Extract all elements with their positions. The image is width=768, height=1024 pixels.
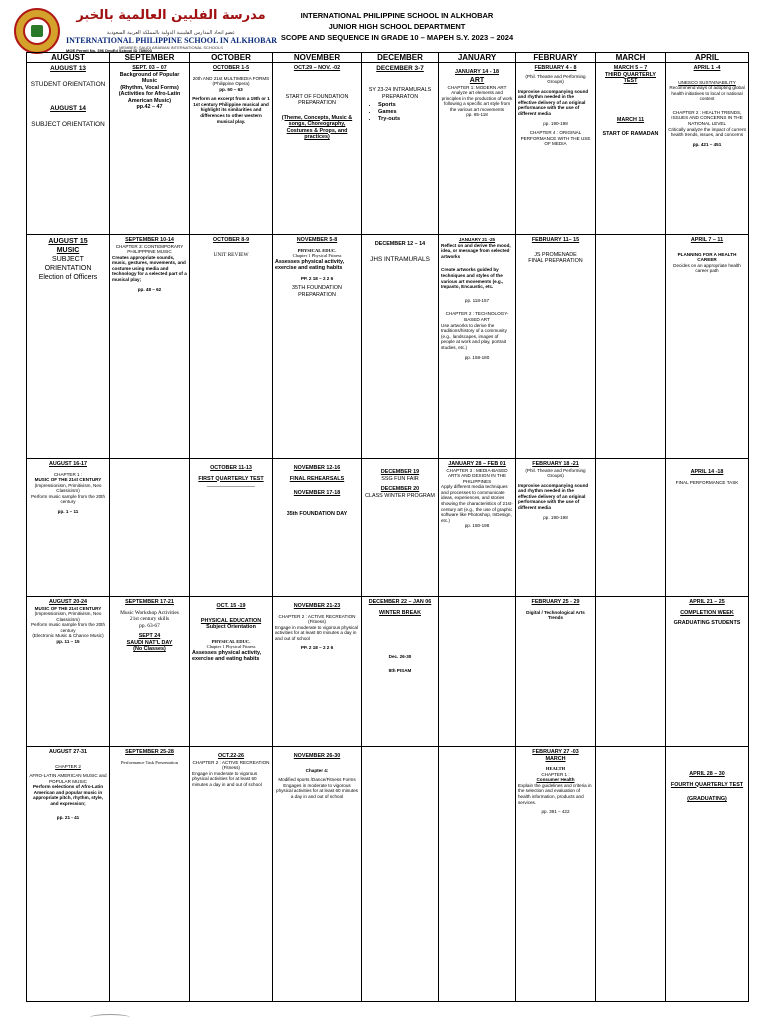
cell-mar-1 — [596, 63, 666, 235]
scope-sequence-table — [26, 52, 749, 1002]
cell-aug-1 — [27, 63, 110, 235]
week-row-3 — [27, 459, 749, 597]
cell-oct-1 — [190, 63, 273, 235]
cell-competency: Critically analyze the impact of current health trends, issues, and concerns — [668, 126, 746, 138]
cell-apr-1 — [666, 63, 749, 235]
cell-pages: pp. 421 – 451 — [692, 141, 722, 147]
activity-list — [364, 102, 436, 123]
cell-date: APRIL 14 -18 — [690, 469, 724, 475]
cell-pages: pp. 85-118 — [466, 112, 488, 118]
cell-topic: (Theme, Concepts, Music & songs, Choreography, Costumes & Props, and practices) — [281, 114, 353, 140]
cell-topic: Music Workshop Activities — [120, 609, 179, 616]
header-line-2: JUNIOR HIGH SCHOOL DEPARTMENT — [328, 22, 466, 31]
month-header: SEPTEMBER — [110, 53, 190, 63]
cell-nov-1 — [273, 63, 362, 235]
cell-date: FEBRUARY 18 -21 — [532, 461, 579, 467]
cell-nov-3 — [273, 459, 362, 597]
permit-line: MOE Permit No. 396 DepEd School ID 789003 — [66, 48, 152, 53]
cell-topic: START OF FOUNDATION PREPARATION — [285, 93, 349, 106]
cell-mar-4 — [596, 597, 666, 747]
cell-note: (Phil. Theatre and Performing Groups) — [525, 467, 586, 479]
cell-topic: SY 23-24 INTRAMURALS PREPARATON — [368, 87, 432, 100]
cell-topic: Subject Orientation — [206, 624, 256, 630]
cell-jan-5 — [439, 747, 516, 1002]
cell-competency: Perform music sample from the 20th century — [30, 622, 106, 633]
cell-note: (Fitness) — [222, 765, 240, 771]
cell-apr-5 — [666, 747, 749, 1002]
cell-date: NOVEMBER 21-23 — [293, 603, 341, 609]
cell-pages: pp. 180-198 — [464, 523, 490, 529]
cell-topic: FINAL REHEARSALS — [289, 475, 345, 482]
cell-competency: Recommend ways of adopting global health initiatives to local or national context — [669, 85, 745, 102]
cell-topic: Consumer Health — [536, 777, 575, 783]
cell-pages: pp.42 – 47 — [136, 104, 163, 110]
cell-competency: Assesses physical activity, exercise and eating habits — [192, 649, 262, 663]
cell-apr-3 — [666, 459, 749, 597]
cell-pages: pp. 118-157 — [464, 297, 490, 303]
cell-date: Dec. 26-30 — [388, 654, 412, 659]
cell-feb-3 — [516, 459, 596, 597]
cell-pages: pp. 190-198 — [543, 120, 568, 126]
cell-feb-1 — [516, 63, 596, 235]
cell-topic: UNIT REVIEW — [213, 251, 249, 258]
cell-pages: pp. 158-180 — [464, 354, 490, 360]
cell-date: DECEMBER 22 – JAN 06 — [368, 599, 432, 605]
cell-date: SEPTEMBER 25-28 — [125, 749, 174, 755]
cell-date: NOVEMBER 5-8 — [296, 237, 338, 243]
cell-date: OCT.22-26 — [217, 753, 245, 759]
month-header: MARCH — [596, 53, 666, 63]
week-row-4 — [27, 597, 749, 747]
cell-note: (Phil. Theatre and Performing Groups) — [525, 73, 586, 85]
cell-mar-2 — [596, 235, 666, 459]
cell-topic: FINAL PERFORMANCE TASK — [675, 479, 739, 485]
cell-date: OCTOBER 11-13 — [210, 465, 252, 471]
cell-topic: MUSIC OF THE 21st CENTURY — [34, 477, 102, 483]
cell-pages: pp. 391 – 422 — [541, 809, 570, 815]
cell-nov-2 — [273, 235, 362, 459]
cell-apr-4 — [666, 597, 749, 747]
list-item: • Try-outs — [378, 116, 436, 123]
cell-date: JANUARY 28 – FEB 01 — [448, 461, 506, 467]
cell-date: NOVEMBER 26-30 — [293, 753, 341, 759]
cell-sep-2 — [110, 235, 190, 459]
cell-competency: Engage in moderate to vigorous physical activities for at least 60 minutes a day in and out of school — [192, 770, 262, 787]
cell-date: FEBRUARY 11– 15 — [531, 237, 580, 243]
cell-pages: pp. 1 – 11 — [57, 509, 79, 515]
cell-chapter: CHAPTER 2 : HEALTH TRENDS, ISSUES AND CONCERNS IN THE NATIONAL LEVEL — [671, 109, 743, 127]
cell-aug-4 — [27, 597, 110, 747]
cell-date: AUGUST 27-31 — [48, 749, 88, 755]
cell-competency: Perform an excerpt from a 19th or 1 1st century Philippine musical and highlight its similarities and differences to other western musical play. — [192, 96, 270, 124]
cell-competency: Explain the guidelines and criteria in the selection and evaluation of health information, products and services. — [518, 782, 592, 805]
cell-date: AUGUST 13 — [50, 65, 86, 72]
cell-aug-5 — [27, 747, 110, 1002]
month-header: FEBRUARY — [516, 53, 596, 63]
month-header: APRIL — [666, 53, 749, 63]
cell-competency: Perform music sample from the 20th century — [30, 493, 106, 505]
cell-pages: pp. 48 – 62 — [137, 286, 162, 292]
cell-chapter: Chapter 1 Physical Fitness — [292, 253, 342, 259]
cell-topic: GRADUATING STUDENTS — [673, 620, 741, 626]
cell-chapter: CHAPTER 1 : — [53, 471, 83, 477]
cell-date: APRIL 28 – 30 — [689, 771, 725, 777]
cell-pages: PP. 2 18 – 2 2 6 — [300, 275, 334, 281]
cell-dec-1 — [362, 63, 439, 235]
cell-topic: AFRO-LATIN AMERICAN MUSIC and POPULAR MUSIC — [29, 773, 107, 784]
cell-date: FEBRUARY 4 - 8 — [534, 65, 577, 71]
cell-chapter: CHAPTER 2 — [55, 763, 81, 769]
cell-topic: 20th AND 21st MULTIMEDIA FORMS — [192, 75, 270, 81]
cell-jan-2 — [439, 235, 516, 459]
cell-date: MARCH 11 — [616, 116, 645, 123]
list-item: • Sports — [378, 102, 436, 109]
cell-sep-3 — [110, 459, 190, 597]
cell-dec-3 — [362, 459, 439, 597]
cell-dec-4 — [362, 597, 439, 747]
cell-topic: UNESCO SUSTAINABILITY — [678, 79, 736, 85]
cell-date: SEPT. 03 – 07 — [132, 65, 167, 71]
cell-feb-5 — [516, 747, 596, 1002]
cell-divider: ________________ — [207, 482, 255, 488]
cell-sep-5 — [110, 747, 190, 1002]
cell-subject: PHYSICAL EDUC. — [297, 247, 337, 253]
cell-oct-2 — [190, 235, 273, 459]
cell-date: AUGUST 20-24 — [48, 599, 88, 605]
cell-jan-4 — [439, 597, 516, 747]
cell-topic: FOURTH QUARTERLY TEST — [670, 781, 744, 788]
week-row-1 — [27, 63, 749, 235]
school-subtitle-arabic: عضو اتحاد المدارس الفلبينية الدولية بالمملكة العربية السعودية — [106, 30, 236, 36]
cell-topic: 35th FOUNDATION DAY — [286, 510, 348, 517]
cell-competency: Improvise accompanying sound and rhythm needed in the effective delivery of an original performance with the use of different media — [518, 482, 589, 511]
cell-topic: JS PROMENADE — [534, 251, 577, 258]
school-membership: MEMBER: SAUDI ARABIAN INTERNATIONAL SCHOOLS — [119, 45, 223, 50]
cell-date: APRIL 21 – 25 — [689, 599, 725, 605]
document-header — [232, 10, 562, 43]
cell-subject: MUSIC — [56, 247, 80, 254]
cell-chapter: CHAPTER 2 : ACTIVE RECREATION — [278, 613, 356, 619]
cell-date: NOVEMBER 12-16 — [293, 465, 341, 471]
cell-date: AUGUST 14 — [50, 105, 86, 112]
cell-competency: Engages in moderate to vigorous physical activities for at least 60 minutes a day in and out of school — [276, 782, 358, 799]
cell-topic: (Rhythm, Vocal Forms) — [120, 84, 179, 91]
cell-jan-3 — [439, 459, 516, 597]
cell-oct-4 — [190, 597, 273, 747]
cell-topic: CLASS WINTER PROGRAM — [365, 492, 435, 499]
month-header: DECEMBER — [362, 53, 439, 63]
cell-topic: JHS INTRAMURALS — [370, 255, 430, 263]
cell-mar-3 — [596, 459, 666, 597]
cell-competency: Use artworks to derive the traditions/history of a community (e.g., landscapes, images of people at work and play, portrait studies, etc.) — [441, 322, 507, 350]
cell-chapter: CHAPTER 3: CONTEMPORARY PHILIPPPINE MUSIC — [115, 243, 184, 255]
cell-topic: Digital / Technological Arts Trends — [526, 609, 585, 621]
cell-chapter: Chapter 4: — [305, 767, 329, 773]
cell-date: SEPT 24 — [138, 633, 161, 639]
cell-chapter: CHAPTER 2 : TECHNOLOGY-BASED ART — [445, 311, 509, 322]
cell-date: MARCH 5 – 7 — [613, 65, 648, 71]
cell-competency: Reflect on and derive the mood, idea, or message from selected artworks — [441, 242, 511, 259]
cell-pages: PP. 2 18 – 2 2 6 — [300, 645, 334, 651]
school-name-english: INTERNATIONAL PHILIPPINE SCHOOL IN ALKHOBAR — [66, 36, 278, 45]
cell-date: DECEMBER 19 — [380, 469, 420, 475]
cell-topic: 21st century skills — [129, 616, 170, 622]
cell-topic: SUBJECT ORIENTATION — [44, 256, 92, 272]
cell-subject: PHYSICAL EDUCATION — [200, 617, 262, 624]
cell-chapter: CHAPTER 1 : — [541, 771, 570, 777]
cell-sep-1 — [110, 63, 190, 235]
cell-date: DECEMBER 3-7 — [376, 65, 424, 72]
cell-date: OCTOBER 8-9 — [212, 237, 250, 243]
cell-note: (GRADUATING) — [687, 796, 727, 802]
cell-chapter: CHAPTER 3 : MEDIA-BASED ARTS AND DESIGN IN THE PHILIPPINES — [446, 467, 508, 484]
cell-date: OCT.29 – NOV. -02 — [293, 65, 341, 71]
cell-topic: THIRD QUARTERLY TEST — [604, 71, 656, 84]
cell-chapter: CHAPTER 1: MODERN ART — [447, 84, 507, 90]
cell-note: (Impressionism, Primitivism, Neo Classicism) — [34, 611, 102, 622]
cell-topic: SAUDI NAT'L DAY — [126, 639, 173, 646]
cell-competency: Assesses physical activity, exercise and eating habits — [275, 258, 345, 272]
cell-mar-5 — [596, 747, 666, 1002]
cell-topic: STUDENT ORIENTATION — [30, 81, 106, 88]
cell-topic: Background of Popular Music — [119, 71, 180, 84]
cell-dec-2 — [362, 235, 439, 459]
header-line-3: SCOPE AND SEQUENCE IN GRADE 10 – MAPEH S.Y. 2023 – 2024 — [280, 33, 514, 42]
cell-date: AUGUST 15 — [48, 238, 88, 245]
cell-topic: COMPLETION WEEK — [680, 609, 734, 616]
cell-nov-4 — [273, 597, 362, 747]
cell-topic: (Philippine Opera) — [212, 81, 250, 87]
cell-topic: Election of Officers — [38, 274, 98, 281]
cell-topic: 8th PISAM — [388, 667, 412, 673]
cell-pages: pp. 11 – 15 — [56, 639, 80, 645]
footer-scribble — [90, 1014, 130, 1021]
cell-date: AUGUST 16-17 — [48, 461, 88, 467]
cell-date: APRIL 7 – 11 — [690, 237, 724, 243]
cell-aug-3 — [27, 459, 110, 597]
cell-topic: FIRST QUARTERLY TEST — [198, 475, 264, 482]
school-name-arabic: مدرسة الفلبين العالمية بالخبر — [76, 8, 266, 23]
cell-date: DECEMBER 12 – 14 — [374, 241, 426, 247]
cell-chapter: CHAPTER 4 : ORIGINAL PERFORMANCE WITH THE USE OF MEDIA — [520, 130, 591, 147]
cell-competency: Improvise accompanying sound and rhythm needed in the effective delivery of an original performance with the use of different media — [518, 88, 589, 117]
cell-note: (Electronic Music & Chance Music) — [32, 633, 104, 639]
cell-topic: PLANNING FOR A HEALTH CAREER — [677, 251, 737, 263]
cell-subject: HEALTH — [545, 766, 566, 771]
cell-date: APRIL 1 -4 — [693, 65, 721, 71]
cell-chapter: CHAPTER 2 : ACTIVE RECREATION — [192, 759, 270, 765]
cell-topic: SSG FUN FAIR — [381, 475, 419, 482]
cell-topic: MUSIC OF THE 21st CENTURY — [34, 605, 102, 611]
cell-pages: pp. 63-67 — [139, 622, 160, 629]
cell-jan-1 — [439, 63, 516, 235]
cell-topic: Performance Task Presentation — [121, 759, 178, 765]
cell-competency: Perform selections of Afro-Latin American and popular music in appropriate pitch, rhythm, style, and expression; — [32, 784, 104, 807]
cell-date: OCT. 15 -19 — [216, 603, 246, 609]
cell-chapter: Chapter 1 Physical Fitness — [206, 644, 256, 650]
cell-subject: ART — [469, 76, 485, 84]
cell-date: FEBRUARY 25 - 29 — [531, 599, 580, 605]
cell-pages: pp. 60 – 63 — [219, 86, 243, 92]
cell-date: FEBRUARY 27 -03 — [532, 749, 579, 755]
cell-competency: Decides on an appropriate health career path — [673, 262, 741, 274]
cell-note: (Impressionism, Primitivism, Neo Classicism) — [34, 482, 102, 494]
month-header: JANUARY — [439, 53, 516, 63]
cell-sep-4 — [110, 597, 190, 747]
cell-topic: (Activities for Afro-Latin American Music) — [118, 91, 181, 104]
cell-date: MARCH — [545, 755, 566, 762]
cell-topic: FINAL PREPARATION — [528, 258, 583, 264]
cell-competency: Create artworks guided by techniques and styles of the various art movements (e.g., Impasto, Encaustic, etc. — [441, 267, 504, 290]
month-header-row — [27, 53, 749, 63]
cell-competency: Apply different media techniques and processes to communicate ideas, experiences, and stories showing the characteristics of 21st-century art (e.g., the use of graphic software like Photoshop, InDesign, etc.) — [441, 484, 513, 523]
cell-dec-5 — [362, 747, 439, 1002]
cell-competency: Creates appropriate sounds, music, gestures, movements, and costume using media and technology for a selected part of a musical play; — [112, 254, 187, 283]
cell-date: SEPTEMBER 10-14 — [125, 237, 174, 243]
cell-oct-3 — [190, 459, 273, 597]
cell-topic: START OF RAMADAN — [602, 131, 659, 137]
cell-subject: PHYSICAL EDUC. — [211, 638, 251, 644]
week-row-2 — [27, 235, 749, 459]
cell-date: JANUARY 14 - 18 — [454, 69, 500, 75]
week-row-5 — [27, 747, 749, 1002]
cell-topic: WINTER BREAK — [379, 609, 421, 616]
school-logo — [14, 8, 60, 54]
cell-pages: pp. 21 - 41 — [56, 814, 80, 820]
cell-date: SEPTEMBER 17-21 — [125, 599, 174, 605]
cell-feb-2 — [516, 235, 596, 459]
cell-note: (Fitness) — [308, 619, 326, 625]
cell-date: NOVEMBER 17-18 — [293, 490, 341, 496]
cell-competency: Analyze art elements and principles in the production of work following a specific art style from the various art movements — [441, 90, 513, 112]
month-header: AUGUST — [27, 53, 110, 63]
cell-apr-2 — [666, 235, 749, 459]
cell-date: OCTOBER 1-5 — [212, 65, 250, 71]
month-header: NOVEMBER — [273, 53, 362, 63]
cell-topic: Modified sports /Dance/Fitness Forms — [278, 777, 356, 783]
header-line-1: INTERNATIONAL PHILIPPINE SCHOOL IN ALKHOBAR — [300, 11, 494, 20]
cell-pages: pp. 190-198 — [543, 514, 568, 520]
month-header: OCTOBER — [190, 53, 273, 63]
cell-oct-5 — [190, 747, 273, 1002]
cell-date: DECEMBER 20 — [380, 486, 420, 492]
cell-topic: SUBJECT ORIENTATION — [31, 121, 105, 128]
cell-aug-2 — [27, 235, 110, 459]
cell-competency: Engage in moderate to vigorous physical activities for at least 60 minutes a day in and out of school — [275, 624, 358, 641]
cell-feb-4 — [516, 597, 596, 747]
cell-nov-5 — [273, 747, 362, 1002]
cell-note: (No Classes) — [133, 646, 166, 652]
cell-date: JANUARY 21 -25 — [458, 237, 496, 242]
cell-topic: 35TH FOUNDATION PREPARATION — [292, 285, 342, 298]
list-item: • Games — [378, 109, 436, 116]
